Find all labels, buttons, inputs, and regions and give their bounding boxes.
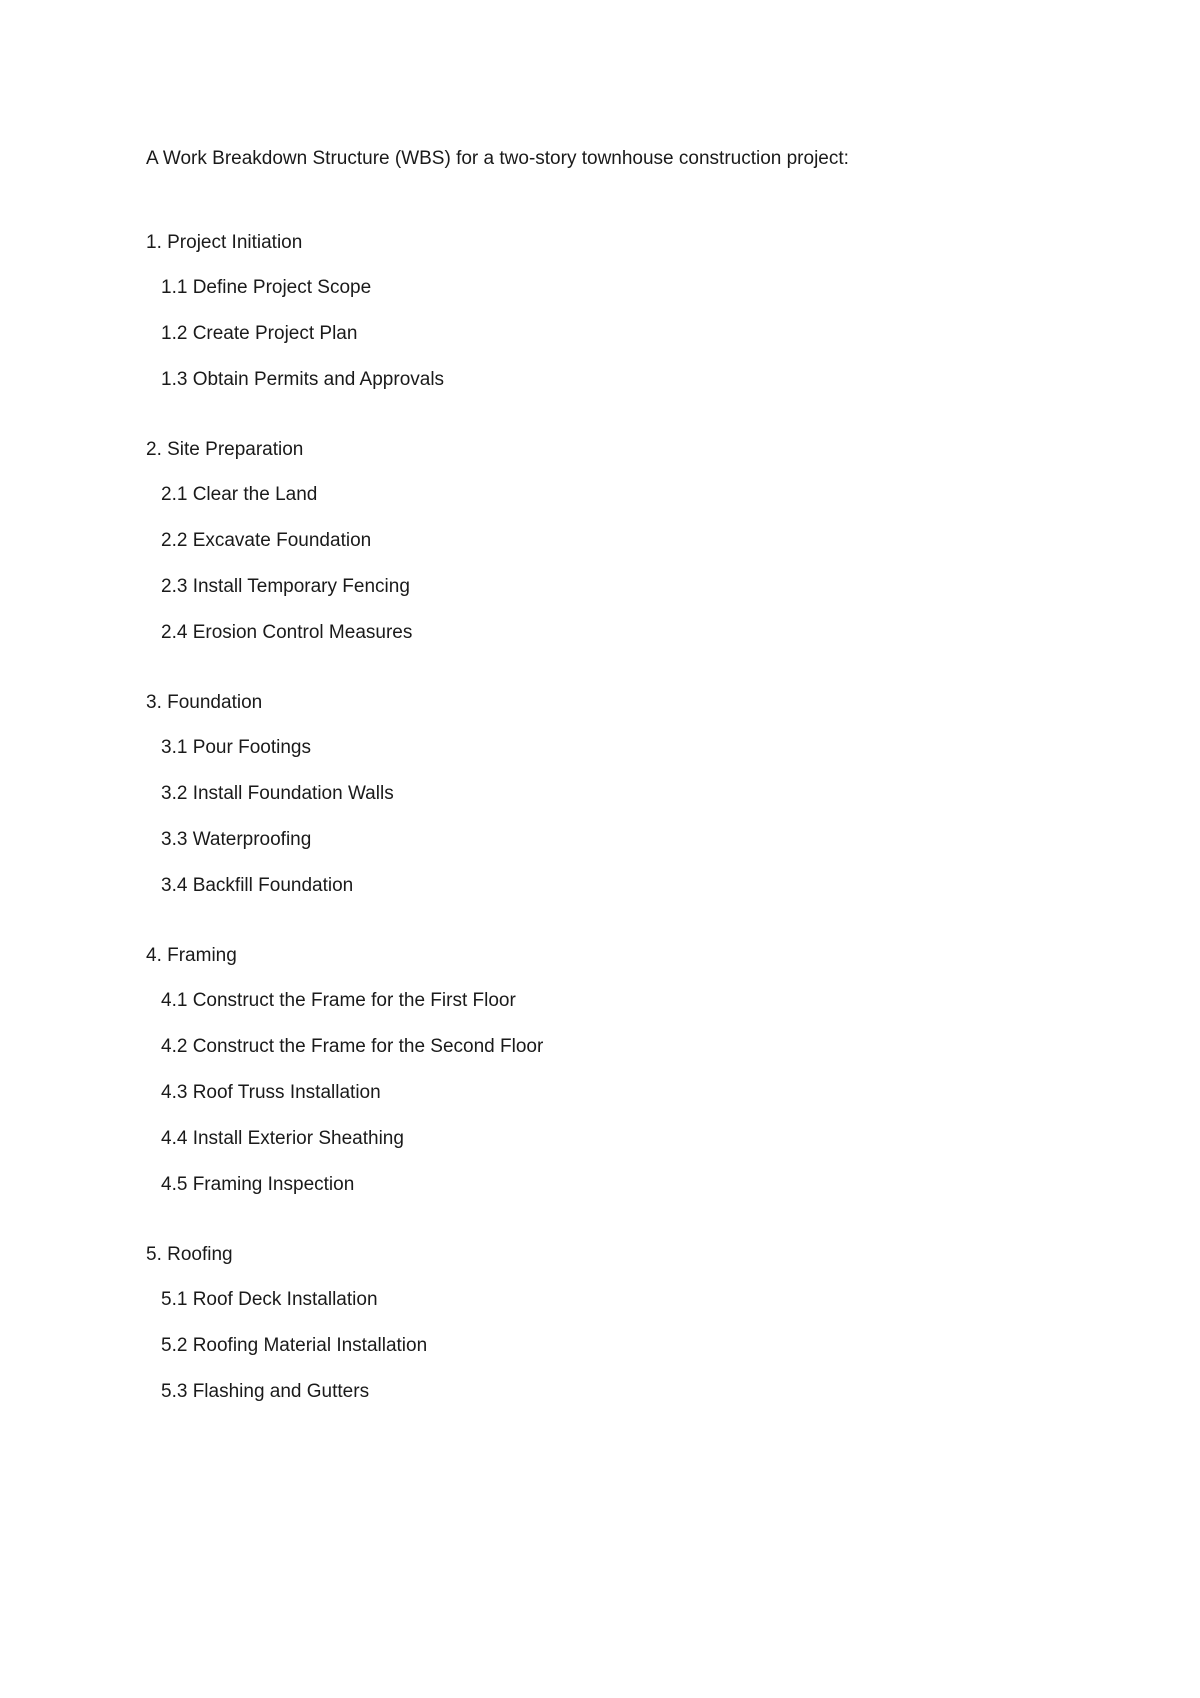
task-item: 1.1 Define Project Scope xyxy=(161,277,372,298)
task-item: 1.2 Create Project Plan xyxy=(161,323,358,344)
task-item: 2.2 Excavate Foundation xyxy=(161,530,372,551)
task-item: 4.3 Roof Truss Installation xyxy=(161,1082,381,1103)
task-item: 3.4 Backfill Foundation xyxy=(161,875,354,896)
task-item: 2.4 Erosion Control Measures xyxy=(161,622,413,643)
task-list xyxy=(146,735,1066,899)
section-title: 3. Foundation xyxy=(146,692,263,713)
wbs-section xyxy=(146,690,1066,899)
wbs-section xyxy=(146,437,1066,646)
wbs-section xyxy=(146,943,1066,1198)
wbs-section xyxy=(146,1242,1066,1405)
task-list xyxy=(146,275,1066,393)
task-item: 5.3 Flashing and Gutters xyxy=(161,1381,370,1402)
section-title: 1. Project Initiation xyxy=(146,232,303,253)
section-title: 5. Roofing xyxy=(146,1244,233,1265)
task-item: 5.2 Roofing Material Installation xyxy=(161,1335,428,1356)
task-list xyxy=(146,988,1066,1198)
task-item: 3.1 Pour Footings xyxy=(161,737,311,758)
section-title: 4. Framing xyxy=(146,945,237,966)
wbs-sections xyxy=(146,230,1066,1405)
task-item: 2.1 Clear the Land xyxy=(161,484,318,505)
task-item: 3.2 Install Foundation Walls xyxy=(161,783,394,804)
section-title: 2. Site Preparation xyxy=(146,439,304,460)
document-body xyxy=(146,146,1066,1449)
task-list xyxy=(146,482,1066,646)
task-item: 4.4 Install Exterior Sheathing xyxy=(161,1128,404,1149)
task-item: 4.1 Construct the Frame for the First Floor xyxy=(161,990,516,1011)
task-list xyxy=(146,1287,1066,1405)
task-item: 5.1 Roof Deck Installation xyxy=(161,1289,378,1310)
task-item: 2.3 Install Temporary Fencing xyxy=(161,576,410,597)
wbs-section xyxy=(146,230,1066,393)
task-item: 4.5 Framing Inspection xyxy=(161,1174,355,1195)
task-item: 3.3 Waterproofing xyxy=(161,829,312,850)
task-item: 4.2 Construct the Frame for the Second Floor xyxy=(161,1036,544,1057)
intro-paragraph: A Work Breakdown Structure (WBS) for a two-story townhouse construction project: xyxy=(146,148,849,169)
task-item: 1.3 Obtain Permits and Approvals xyxy=(161,369,445,390)
